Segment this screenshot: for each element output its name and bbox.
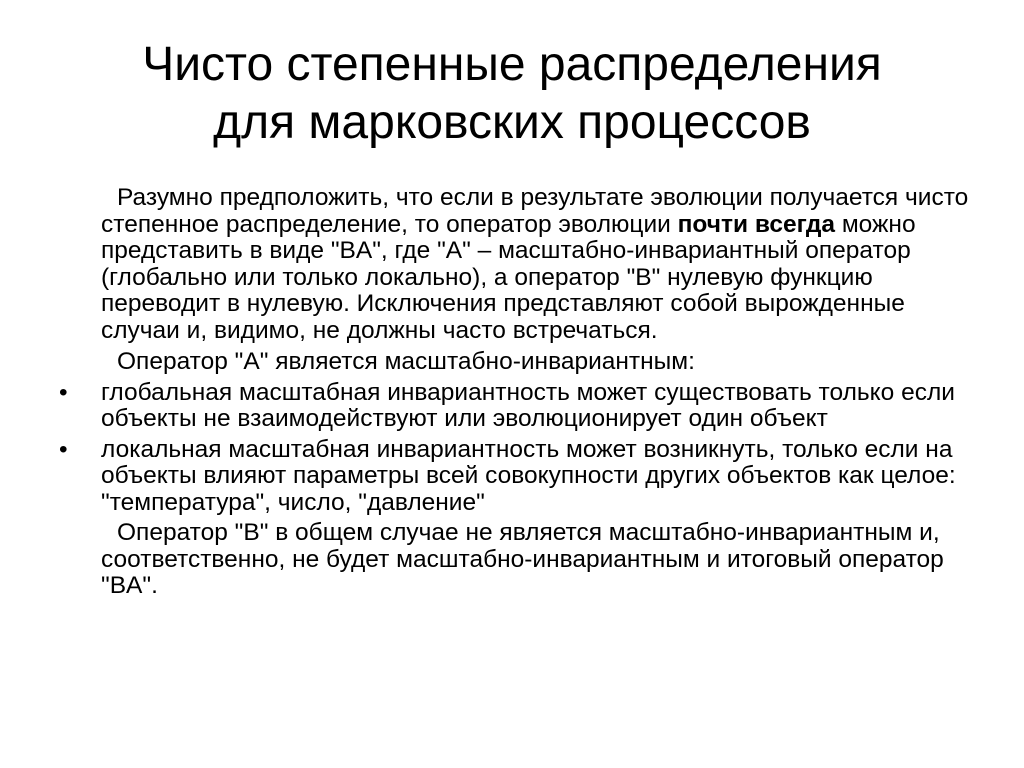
slide-title — [40, 36, 984, 152]
bullet-marker: • — [59, 378, 68, 406]
bullet-item-text: локальная масштабная инвариантность может возникнуть, только если на объекты влияют параметры всей совокупности других объектов как целое: "температура", число, "давление" — [101, 435, 956, 516]
slide-title-line-2: для марковских процессов — [213, 96, 811, 149]
slide-title-line-1: Чисто степенные распределения — [142, 38, 882, 91]
paragraph-intro-text-end: можно представить в виде "BA", где "A" – масштабно-инвариантный оператор (глобально или только локально), а оператор "B" нулевую функцию переводит в нулевую. Исключения представляют собой вырожденные случаи и, видимо, не должны часто встречаться. — [101, 210, 916, 344]
bullet-item-local — [0, 437, 1024, 517]
paragraph-intro-emphasis: почти всегда — [677, 210, 836, 238]
bullet-marker: • — [59, 435, 68, 463]
paragraph-intro-text-start: Разумно предположить, что если в результате эволюции получается чисто степенное распределение, то оператор эволюции — [101, 184, 969, 238]
slide-body — [0, 185, 1024, 604]
bullet-item-text: глобальная масштабная инвариантность может существовать только если объекты не взаимодействуют или эволюционирует один объект — [101, 378, 955, 432]
paragraph-intro — [0, 185, 1024, 344]
bullet-item-global — [0, 380, 1024, 433]
paragraph-operator-a: Оператор "A" является масштабно-инвариантным: — [117, 348, 695, 375]
paragraph-operator-b: Оператор "B" в общем случае не является масштабно-инвариантным и, соответственно, не будет масштабно-инвариантным и итоговый оператор "BA". — [101, 519, 944, 599]
